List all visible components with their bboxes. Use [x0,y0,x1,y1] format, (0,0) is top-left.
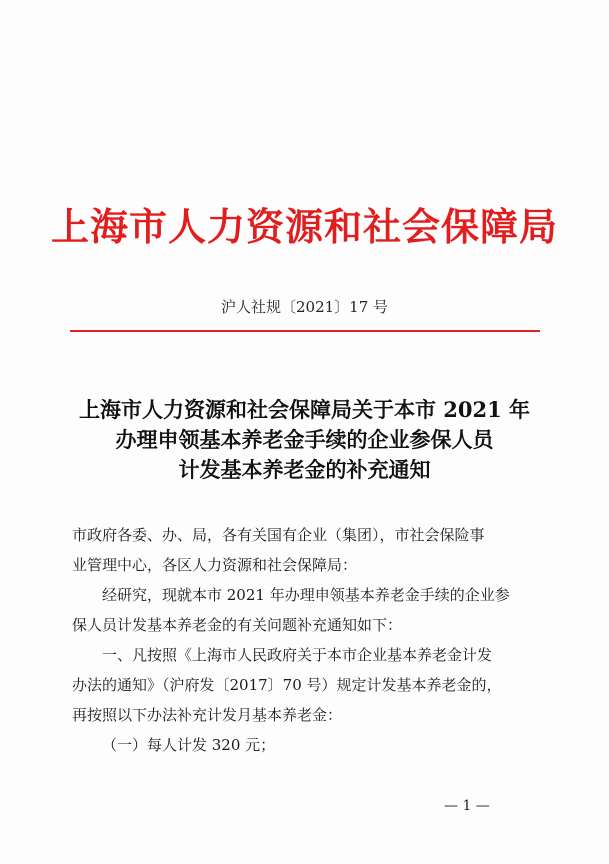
clause-one-line-2: 办法的通知》（沪府发〔2017〕70 号）规定计发基本养老金的， [72,676,502,694]
addressee-line-2: 业管理中心，各区人力资源和社会保障局： [72,556,358,574]
clause-one-line-1: 一、凡按照《上海市人民政府关于本市企业基本养老金计发 [102,646,493,664]
sub-clause-one: （一）每人计发 320 元； [102,736,276,754]
title-line-2: 办理申领基本养老金手续的企业参保人员 [115,427,494,452]
title-line-3: 计发基本养老金的补充通知 [178,457,431,482]
document-body [72,520,542,760]
document-title [0,395,609,485]
clause-one-line-3: 再按照以下办法补充计发月基本养老金： [72,706,343,724]
paragraph-intro-line-2: 保人员计发基本养老金的有关问题补充通知如下： [72,616,403,634]
paragraph-intro-line-1: 经研究，现就本市 2021 年办理申领基本养老金手续的企业参 [102,586,510,604]
page-number: — 1 — [444,798,490,814]
agency-masthead: 上海市人力资源和社会保障局 [50,204,558,249]
document-number: 沪人社规〔2021〕17 号 [220,298,389,316]
title-line-1: 上海市人力资源和社会保障局关于本市 2021 年 [78,397,531,422]
addressee-line-1: 市政府各委、办、局，各有关国有企业（集团），市社会保险事 [72,526,485,544]
red-divider-line [70,330,540,332]
